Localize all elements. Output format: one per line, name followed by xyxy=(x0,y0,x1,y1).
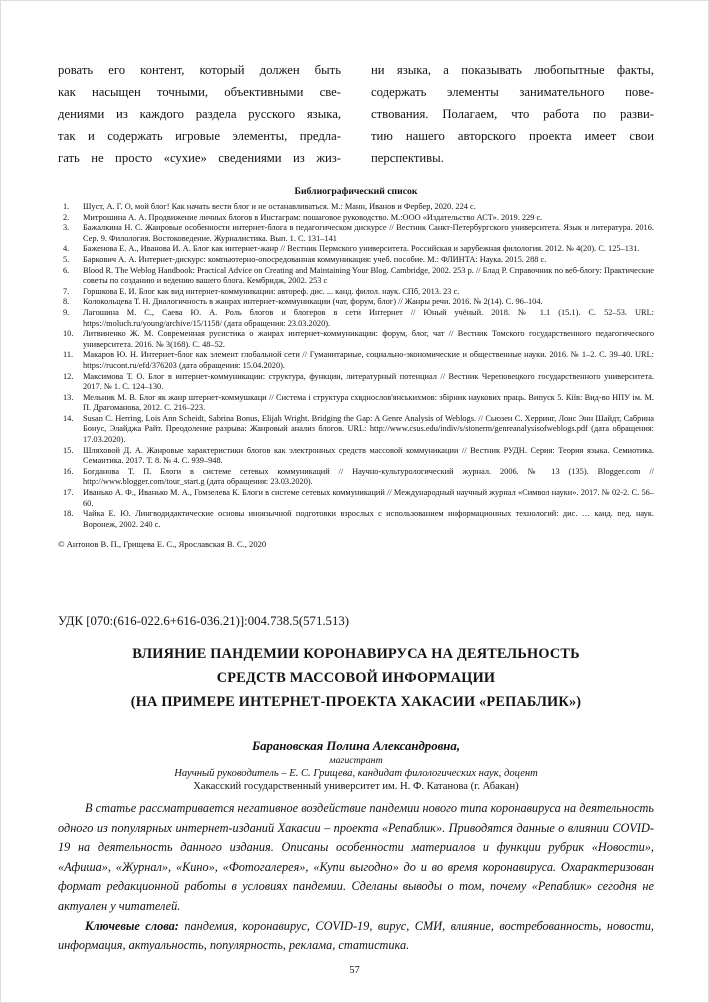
article-title-line: (НА ПРИМЕРЕ ИНТЕРНЕТ-ПРОЕКТА ХАКАСИИ «РЕПАБЛИК») xyxy=(130,694,582,710)
bibliography-item: Митрошина А. А. Продвижение личных блогов в Инстаграм: пошаговое руководство. М.:ООО «Издательство АСТ». 2019. 229 с. xyxy=(83,212,543,222)
affiliation-line: Хакасский государственный университет им. Н. Ф. Катанова (г. Абакан) xyxy=(193,781,519,792)
keywords-text: пандемия, коронавирус, COVID-19, вирус, СМИ, влияние, востребованность, новости, информация, актуальность, популярность, реклама, статистика. xyxy=(58,918,655,953)
article-title-line: ВЛИЯНИЕ ПАНДЕМИИ КОРОНАВИРУСА НА ДЕЯТЕЛЬНОСТЬ xyxy=(132,646,580,662)
body-text-line: так и содержать игровые элементы, предла- xyxy=(58,129,341,143)
udc-code: УДК [070:(616-022.6+616-036.21)]:004.738.5(571.513) xyxy=(58,614,349,628)
bibliography-item: Шуст, А. Г. О, мой блог! Как начать вести блог и не останавливаться. М.: Манн, Иванов и Фербер, 2020. 224 с. xyxy=(83,202,476,211)
body-column-left xyxy=(58,59,341,169)
body-text-line: содержать элементы занимательного пове- xyxy=(371,85,654,99)
bibliography-item: Blood R. The Weblog Handbook: Practical Advice on Creating and Maintaining Your Blog. Cambridge, 2002. 253 p. // Блад Р. Справочник по веб-блогу: Практические советы по созданию и ведению вашего блога. Кембридж, 2002. 253 с xyxy=(83,265,654,286)
article-title-line: СРЕДСТВ МАССОВОЙ ИНФОРМАЦИИ xyxy=(216,670,496,686)
body-text-columns xyxy=(58,59,654,169)
body-text-line: дениями из каждого раздела русского языка, xyxy=(58,107,341,121)
bibliography-list xyxy=(58,202,654,530)
bibliography-item: Баженова Е. А., Иванова И. А. Блог как интернет-жанр // Вестник Пермского университета. Российская и зарубежная филология. 2012. № 4(20). С. 125–131. xyxy=(83,244,640,254)
page-number: 57 xyxy=(349,965,360,976)
body-text-line: гать не просто «сухие» сведениями из жиз- xyxy=(58,151,341,165)
body-text-line: ни языка, а показывать любопытные факты, xyxy=(371,63,654,77)
body-text-line: ровать его контент, который должен быть xyxy=(58,63,341,77)
body-text-line: перспективы. xyxy=(371,151,444,165)
article-title xyxy=(58,642,654,714)
body-text-line: тию нашего авторского проекта имеет свои xyxy=(371,129,654,143)
bibliography-item: Колокольцева Т. Н. Диалогичность в жанрах интернет-коммуникации (чат, форум, блог) // Жанры речи. 2016. № 2(14). С. 96–104. xyxy=(83,297,543,307)
copyright-line: © Антонов В. П., Грищева Е. С., Ярославская В. С., 2020 xyxy=(58,539,267,550)
bibliography-item: Горшкова Е. И. Блог как вид интернет-коммуникации: автореф. дис. ... канд. филол. наук. СПб, 2013. 23 с. xyxy=(83,286,460,296)
bibliography-item: Максимова Т. О. Блог в интернет-коммуникации: структура, функции, литературный потенциал // Вестник Череповецкого государственного университета. 2017. № 1. С. 124–130. xyxy=(83,371,654,392)
bibliography-item: Лагошина М. С., Саева Ю. А. Роль блогов и блогеров в сети Интернет // Юный учёный. 2018. № 1.1 (15.1). С. 52–53. URL: https://moluch.ru/young/archive/15/1158/ (дата обращения: 23.03.2020). xyxy=(83,307,654,328)
body-text-line: как насыщен точными, объективными све- xyxy=(58,85,341,99)
bibliography-item: Литвиненко Ж. М. Современная русистика о жанрах интернет-коммуникации: форум, блог, чат // Вестник Томского государственного педагогического университета. 2016. № 3(168). С. 48–52. xyxy=(83,329,654,349)
bibliography-heading: Библиографический список xyxy=(294,186,418,197)
bibliography-item: Susan C. Herring, Lois Ann Scheidt, Sabrina Bonus, Elijah Wright. Bridging the Gap: A Genre Analysis of Weblogs. // Сьюзен С. Херринг, Лоис Энн Шайдт, Сабрина Бонус, Элайджа Райт. Преодоление разрыва: Жанровый анализ блогов. URL: http://www.csus.edu/indiv/s/stonerm/genreanalysisofweblogs.pdf (дата обращения: 17.03.2020). xyxy=(83,413,654,445)
bibliography-item: Макаров Ю. Н. Интернет-блог как элемент глобальной сети // Гуманитарные, социально-экономические и общественные науки. 2016. № 1–2. С. 39–40. URL: https://rucont.ru/efd/376203 (дата обращения: 15.04.2020). xyxy=(83,350,654,370)
bibliography-item: Чайка Е. Ю. Лингводидактические основы иноязычной подготовки взрослых с использованием информационных технологий: дис. … канд. пед. наук. Воронеж, 2002. 240 с. xyxy=(83,509,654,529)
author-role: магистрант xyxy=(329,755,383,766)
keywords-label: Ключевые слова: xyxy=(85,918,179,933)
bibliography-item: Богданова Т. П. Блоги в системе сетевых коммуникаций // Научно-культурологический журнал. 2006. № 13 (135). Blogger.com // http://www.blogger.com/tour_start.g (дата обращения: 23.03.2020). xyxy=(83,466,654,487)
bibliography-item: Мельник М. В. Блог як жанр штернет-коммушкаци // Система і структура схвднослов'янськихмов: збірник наукових праць. Випуск 5. Кіїв: Вид-во НПУ ім. М. П. Драгоманова, 2012. С. 216–223. xyxy=(83,392,654,413)
body-column-right xyxy=(371,59,654,169)
keywords-paragraph xyxy=(58,917,654,956)
author-name: Барановская Полина Александровна, xyxy=(251,739,461,753)
bibliography-item: Шляховой Д. А. Жанровые характеристики блогов как электронных средств массовой коммуникации // Вестник РУДН. Серия: Теория языка. Семиотика. Семантика. 2017. Т. 8. № 4. С. 939–948. xyxy=(83,445,654,466)
author-block xyxy=(58,738,654,793)
abstract-paragraph: В статье рассматривается негативное воздействие пандемии нового типа коронавируса на деятельность одного из популярных интернет-изданий Хакасии – проекта «Репаблик». Приводятся данные о влиянии COVID-19 на деятельность данного издания. Описаны особенности материалов и функции рубрик «Новости», «Афиша», «Журнал», «Кино», «Фотогалерея», «Купи выгодно» до и во время коронавируса. Охарактеризован формат редакционной работы в условиях пандемии. Сделаны выводы о том, почему «Репаблик» сегодня не актуален у читателей. xyxy=(58,801,654,913)
bibliography-item: Бажалкина Н. С. Жанровые особенности интернет-блога в педагогическом дискурсе // Вестник Санкт-Петербургского университета. Язык и литература. 2016. Сер. 9. Филология. Востоковедение. Журналистика. Вып. 1. С. 131–141 xyxy=(83,223,654,243)
supervisor-line: Научный руководитель – Е. С. Грищева, кандидат филологических наук, доцент xyxy=(174,768,538,779)
bibliography-item: Баркович А. А. Интернет-дискурс: компьютерно-опосредованная коммуникация: учеб. пособие. М.: ФЛИНТА: Наука. 2015. 288 с. xyxy=(83,254,547,264)
body-text-line: ствования. Полагаем, что работа по разви- xyxy=(371,107,654,121)
bibliography-item: Иванько А. Ф., Иванько М. А., Гомзелева К. Блоги в системе сетевых коммуникаций // Международный научный журнал «Символ науки». 2017. № 02-2. С. 56–60. xyxy=(83,488,654,508)
